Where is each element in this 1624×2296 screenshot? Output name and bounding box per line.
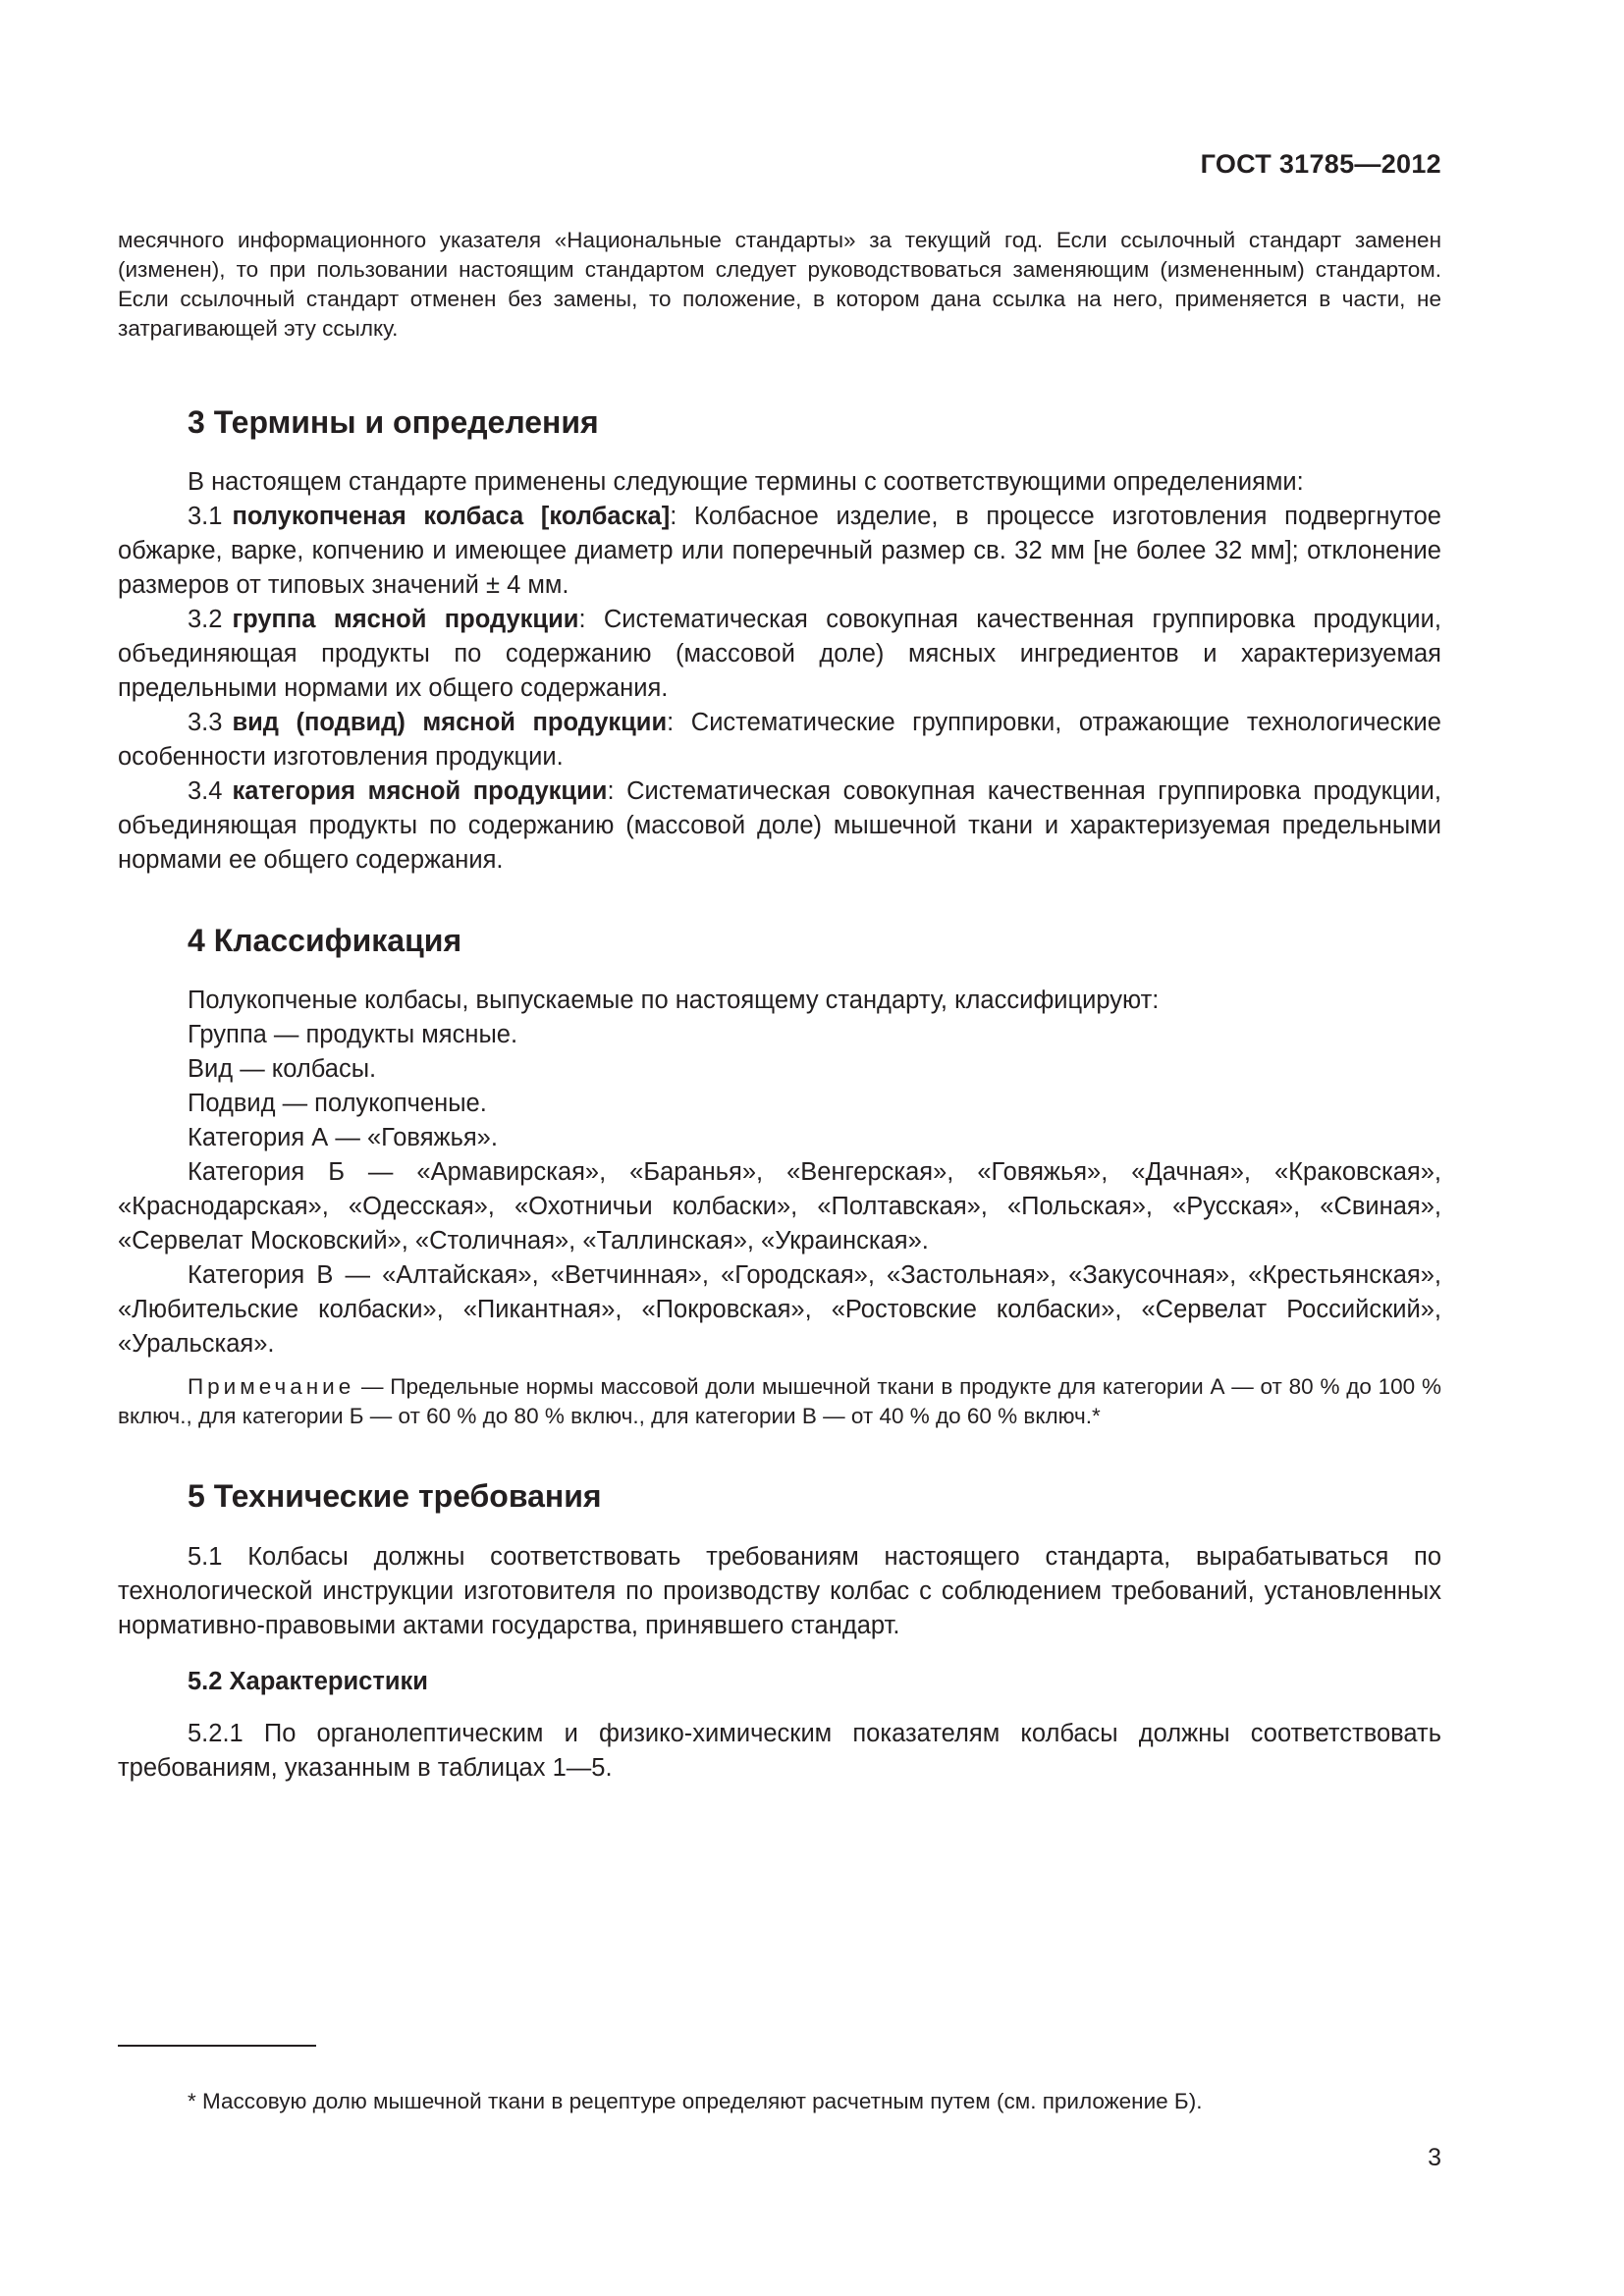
classification-category-b: Категория Б — «Армавирская», «Баранья», «Венгерская», «Говяжья», «Дачная», «Краковская», «Краснодарская», «Одесская», «Охотничьи колбаски», «Полтавская», «Польская», «Русская», «Свиная», «Сервелат Московский», «Столичная», «Таллинская», «Украинская». [118, 1158, 1441, 1255]
term-definition: : Систематическая совокупная качественная группировка продукции, объединяющая продукты по содержанию (массовой доле) мышечной ткани и характеризуемая предельными нормами ее общего содержания. [118, 777, 1441, 874]
page-number: 3 [1428, 2144, 1441, 2171]
section-4-heading: 4 Классификация [188, 923, 462, 958]
term-number: 3.3 [188, 709, 223, 736]
term-3-2 [118, 603, 1441, 706]
term-definition: : Систематическая совокупная качественная группировка продукции, объединяющая продукты по содержанию (массовой доле) мясных ингредиентов и характеризуемая предельными нормами их общего содержания. [118, 606, 1441, 702]
term-title: вид (подвид) мясной продукции [232, 709, 668, 736]
section-5-2-1-body [118, 1717, 1441, 1786]
classification-note [118, 1372, 1441, 1431]
section-5-heading: 5 Технические требования [188, 1478, 602, 1514]
section-4-body [118, 984, 1441, 1362]
term-number: 3.1 [188, 503, 223, 530]
term-title: полукопченая колбаса [колбаска] [232, 503, 671, 530]
classification-intro: Полукопченые колбасы, выпускаемые по настоящему стандарту, классифицируют: [188, 987, 1160, 1014]
term-number: 3.4 [188, 777, 223, 805]
document-code: ГОСТ 31785—2012 [1200, 149, 1441, 179]
term-title: группа мясной продукции [232, 606, 579, 633]
intro-paragraph: месячного информационного указателя «Национальные стандарты» за текущий год. Если ссылочный стандарт заменен (изменен), то при пользовании настоящим стандартом следует руководствоваться заменяющим (измененным) стандартом. Если ссылочный стандарт отменен без замены, то положение, в котором дана ссылка на него, применяется в части, не затрагивающей эту ссылку. [118, 228, 1441, 341]
note-label: Примечание [188, 1374, 355, 1399]
classification-category-v: Категория В — «Алтайская», «Ветчинная», «Городская», «Застольная», «Закусочная», «Крестьянская», «Любительские колбаски», «Пикантная», «Покровская», «Ростовские колбаски», «Сервелат Российский», «Уральская». [118, 1261, 1441, 1358]
term-title: категория мясной продукции [232, 777, 608, 805]
footnote: * Массовую долю мышечной ткани в рецептуре определяют расчетным путем (см. приложение Б). [188, 2089, 1203, 2113]
classification-group: Группа — продукты мясные. [188, 1021, 518, 1048]
term-3-1 [118, 500, 1441, 603]
classification-category-a: Категория А — «Говяжья». [188, 1124, 498, 1151]
section-3-heading: 3 Термины и определения [188, 404, 599, 440]
paragraph-5-1: 5.1 Колбасы должны соответствовать требованиям настоящего стандарта, вырабатываться по технологической инструкции изготовителя по производству колбас с соблюдением требований, установленных нормативно-правовыми актами государства, принявшего стандарт. [118, 1543, 1441, 1639]
classification-kind: Вид — колбасы. [188, 1055, 377, 1083]
term-definition: : Колбасное изделие, в процессе изготовления подвергнутое обжарке, варке, копчению и имеющее диаметр или поперечный размер св. 32 мм [не более 32 мм]; отклонение размеров от типовых значений ± 4 мм. [118, 503, 1441, 599]
section-3-body [118, 465, 1441, 878]
note-text: — Предельные нормы массовой доли мышечной ткани в продукте для категории А — от 80 % до 100 % включ., для категории Б — от 60 % до 80 % включ., для категории В — от 40 % до 60 % включ.* [118, 1374, 1441, 1428]
term-3-4 [118, 774, 1441, 878]
section-5-1-body [118, 1540, 1441, 1643]
term-number: 3.2 [188, 606, 223, 633]
subsection-5-2-heading: 5.2 Характеристики [188, 1668, 428, 1695]
paragraph-5-2-1: 5.2.1 По органолептическим и физико-химическим показателям колбасы должны соответствовать требованиям, указанным в таблицах 1—5. [118, 1720, 1441, 1782]
footnote-divider [118, 2045, 316, 2047]
section-3-intro: В настоящем стандарте применены следующие термины с соответствующими определениями: [188, 468, 1304, 496]
classification-subkind: Подвид — полукопченые. [188, 1090, 487, 1117]
term-definition: : Систематические группировки, отражающие технологические особенности изготовления продукции. [118, 709, 1441, 771]
term-3-3 [118, 706, 1441, 774]
